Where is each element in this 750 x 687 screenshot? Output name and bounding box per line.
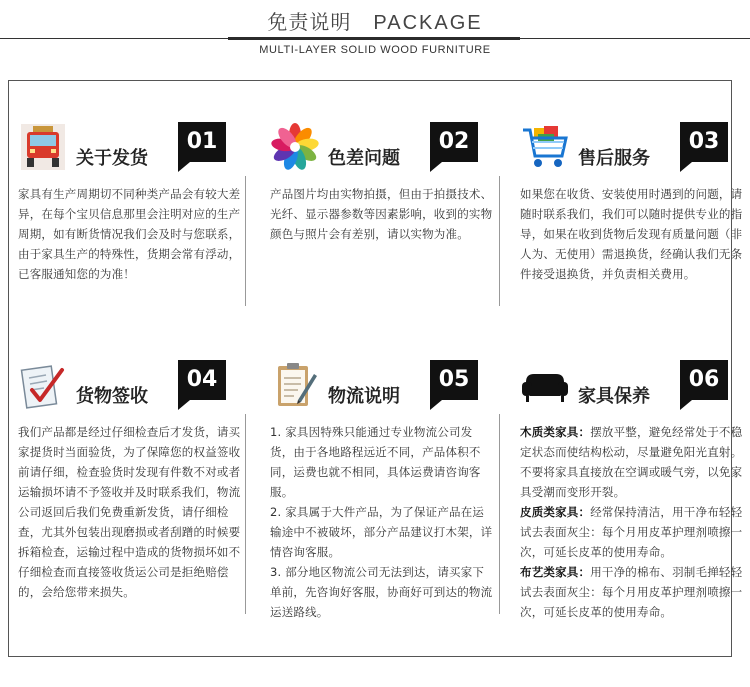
title-rule-left <box>0 38 228 39</box>
delivery-truck-icon <box>18 122 68 172</box>
section-number-badge: 03 <box>680 122 728 162</box>
section-number-badge: 06 <box>680 360 728 400</box>
title-cn: 免责说明 <box>267 10 352 34</box>
section-number-badge: 02 <box>430 122 478 162</box>
title-rule-center <box>228 37 520 40</box>
section-body <box>270 184 494 244</box>
paragraph: 产品图片均由实物拍摄，但由于拍摄技术、光纤、显示器参数等因素影响，收到的实物颜色与照片会有差别，请以实物为准。 <box>270 187 493 241</box>
divider <box>499 414 500 614</box>
care-text: 用干净的棉布、羽制毛掸轻轻试去表面灰尘：每个月用皮革护理剂喷擦一次，可延长皮革的使用寿命。 <box>520 565 743 619</box>
paragraph: 我们产品都是经过仔细检查后才发货，请买家提货时当面验货，为了保障您的权益签收前请仔细，检查验货时发现有件数不对或者运输损坏请不予签收并及时联系我们，物流公司返回后我们免费重新发货，请仔细检查，尤其外包装出现磨损或者刮蹭的时候要拆箱检查，运输过程中造成的货物损坏如不仔细检查而直接签收货运公司是拒绝赔偿的，会给您带来损失。 <box>18 425 241 599</box>
checklist-icon <box>18 360 68 410</box>
section-body <box>520 422 744 622</box>
paragraph: 1. 家具因特殊只能通过专业物流公司发货，由于各地路程远近不同，产品体积不同，运费也就不相同，具体运费请咨询客服。 <box>270 425 481 499</box>
divider <box>499 176 500 306</box>
page-title <box>0 6 750 35</box>
paragraph: 家具有生产周期切不同种类产品会有较大差异，在每个宝贝信息那里会注明对应的生产周期，如有断货情况我们会及时与您联系，由于家具生产的特殊性，货期会常有浮动，已客服通知您的为准！ <box>18 187 241 281</box>
section-title: 售后服务 <box>578 148 650 169</box>
section-title: 色差问题 <box>328 148 400 169</box>
header <box>0 0 750 70</box>
paragraph: 2. 家具属于大件产品，为了保证产品在运输途中不被破坏，部分产品建议打木架，详情咨询客服。 <box>270 505 493 559</box>
section-number-badge: 01 <box>178 122 226 162</box>
section-number-badge: 05 <box>430 360 478 400</box>
care-text: 摆放平整，避免经常处于不稳定状态而使结构松动，尽量避免阳光直射。不要将家具直接放在空调或暖气旁，以免家具受潮而变形开裂。 <box>520 425 743 499</box>
section-title: 关于发货 <box>76 148 148 169</box>
care-text: 经常保持清洁，用干净布轻轻试去表面灰尘：每个月用皮革护理剂喷擦一次，可延长皮革的使用寿命。 <box>520 505 743 559</box>
care-label: 布艺类家具： <box>520 565 591 579</box>
clipboard-pen-icon <box>270 360 320 410</box>
section-title: 物流说明 <box>328 386 400 407</box>
divider <box>245 414 246 614</box>
divider <box>245 176 246 306</box>
care-label: 木质类家具： <box>520 425 591 439</box>
section-title: 家具保养 <box>578 386 650 407</box>
section-title: 货物签收 <box>76 386 148 407</box>
title-rule-right <box>520 38 750 39</box>
care-item-wood <box>520 422 744 502</box>
shopping-cart-icon <box>520 122 570 172</box>
care-label: 皮质类家具： <box>520 505 591 519</box>
section-body <box>270 422 494 622</box>
paragraph: 如果您在收货、安装使用时遇到的问题，请随时联系我们，我们可以随时提供专业的指导，如果在收到货物后发现有质量问题（非人为、无使用）需退换货，经确认我们无条件接受退换货，并负责相关费用。 <box>520 187 743 281</box>
page-subtitle: MULTI-LAYER SOLID WOOD FURNITURE <box>259 44 491 56</box>
section-number-badge: 04 <box>178 360 226 400</box>
section-body <box>18 422 242 602</box>
title-en: PACKAGE <box>373 12 483 34</box>
sofa-icon <box>520 360 570 410</box>
paragraph: 3. 部分地区物流公司无法到达，请买家下单前，先咨询好客服，协商好可到达的物流运送路线。 <box>270 565 493 619</box>
care-item-fabric <box>520 562 744 622</box>
color-wheel-icon <box>270 122 320 172</box>
section-body <box>18 184 242 284</box>
section-body <box>520 184 744 284</box>
care-item-leather <box>520 502 744 562</box>
